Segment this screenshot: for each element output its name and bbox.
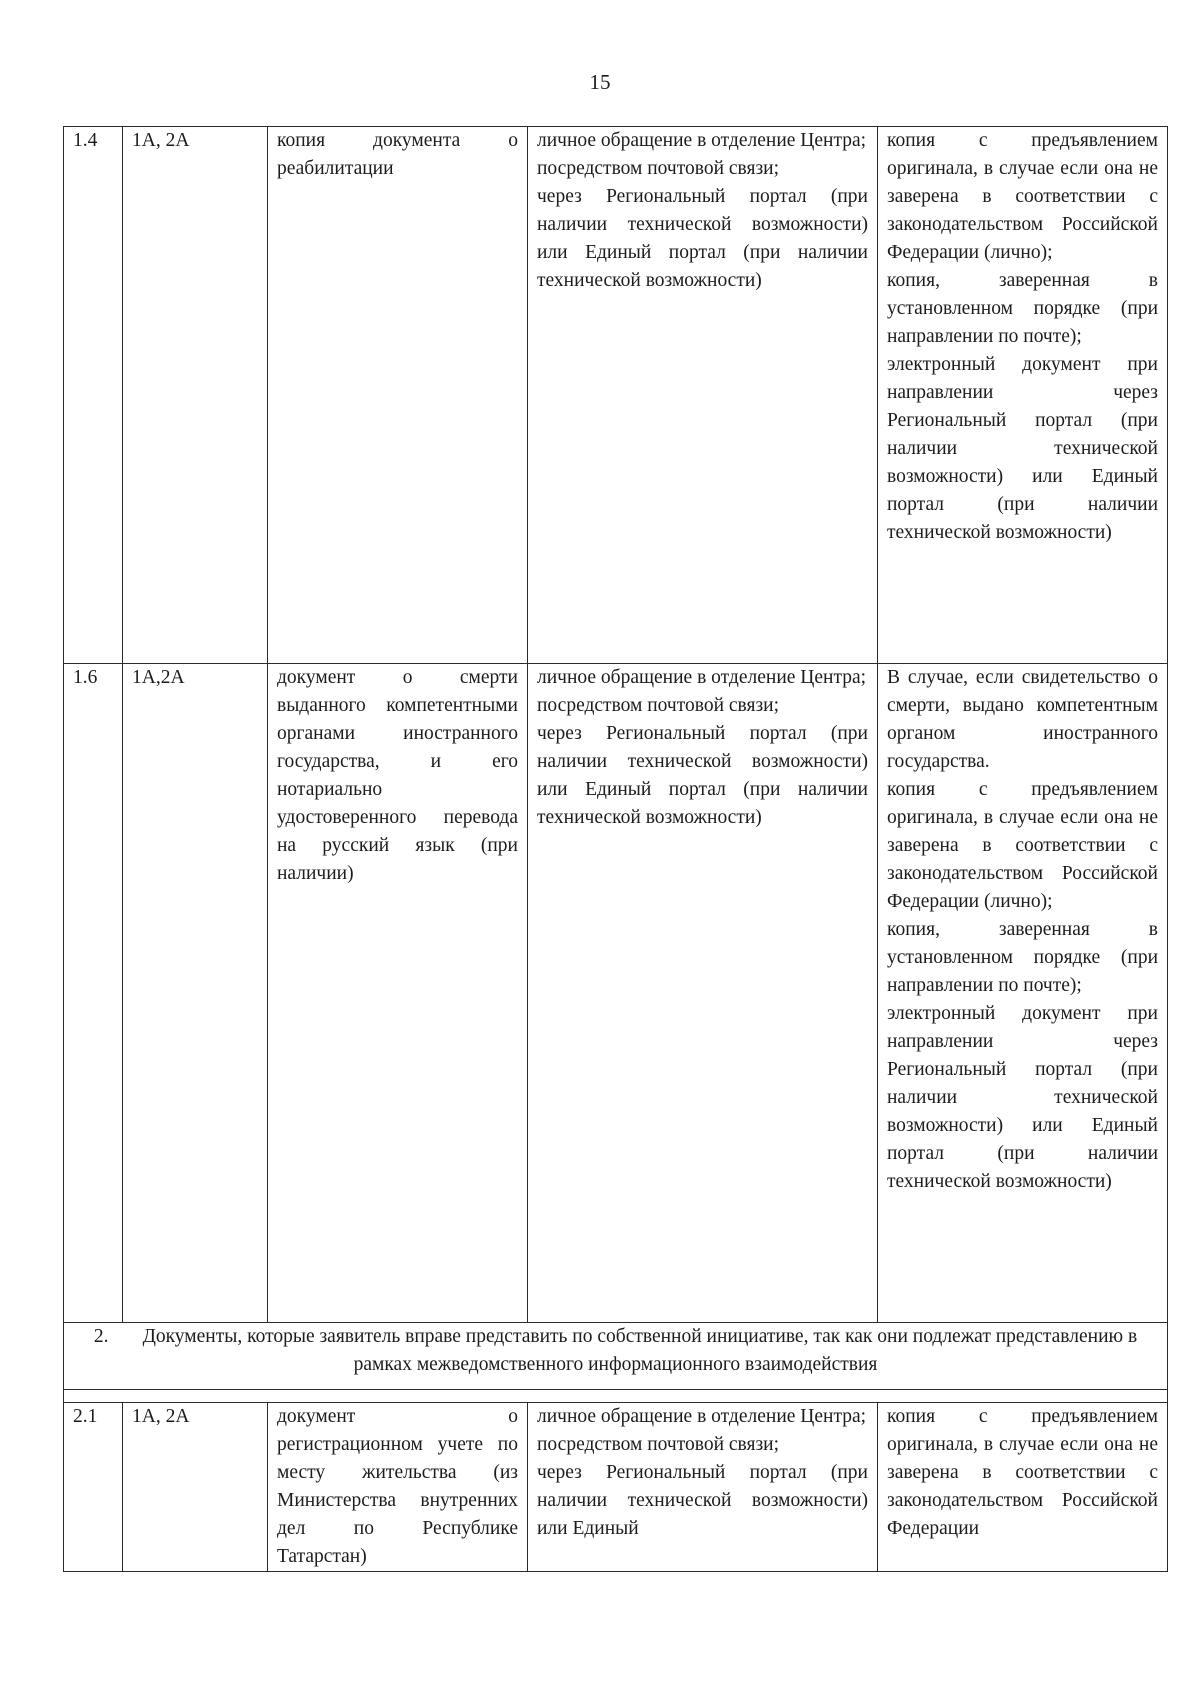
row-form — [878, 127, 1168, 664]
row-document: копия документа о реабилитации — [268, 127, 528, 664]
row-method — [528, 127, 878, 664]
form-line: В случае, если свидетельство о смерти, выдано компетентным органом иностранного государства. — [887, 667, 1158, 772]
row-form — [878, 1403, 1168, 1572]
section-heading — [64, 1323, 1168, 1390]
method-line: посредством почтовой связи; — [537, 1434, 780, 1455]
table-row — [64, 1403, 1168, 1572]
row-form — [878, 664, 1168, 1323]
method-line: через Региональный портал (при наличии технической возможности) или Единый портал (при наличии технической возможности) — [537, 723, 868, 828]
method-line: через Региональный портал (при наличии технической возможности) или Единый — [537, 1462, 868, 1539]
method-line: посредством почтовой связи; — [537, 158, 780, 179]
method-line: личное обращение в отделение Центра; — [537, 1406, 867, 1427]
row-category: 1А, 2А — [123, 1403, 268, 1572]
section-row — [64, 1323, 1168, 1390]
spacer-cell — [64, 1390, 1168, 1403]
form-line: копия с предъявлением оригинала, в случае если она не заверена в соответствии с законодательством Российской Федерации (лично); — [887, 130, 1158, 263]
form-line: копия с предъявлением оригинала, в случае если она не заверена в соответствии с законодательством Российской Федерации (лично); — [887, 779, 1158, 912]
row-document: документ о смерти выданного компетентными органами иностранного государства, и его нотариально удостоверенного перевода на русский язык (при наличии) — [268, 664, 528, 1323]
table-row — [64, 127, 1168, 664]
row-document: документ о регистрационном учете по месту жительства (из Министерства внутренних дел по Республике Татарстан) — [268, 1403, 528, 1572]
method-line: личное обращение в отделение Центра; — [537, 130, 867, 151]
row-number: 2.1 — [64, 1403, 123, 1572]
row-number: 1.4 — [64, 127, 123, 664]
table-row — [64, 664, 1168, 1323]
row-number: 1.6 — [64, 664, 123, 1323]
row-method — [528, 1403, 878, 1572]
documents-table — [63, 126, 1168, 1572]
form-line: электронный документ при направлении через Региональный портал (при наличии технической возможности) или Единый портал (при наличии технической возможности) — [887, 354, 1158, 543]
form-line: копия с предъявлением оригинала, в случае если она не заверена в соответствии с законодательством Российской Федерации — [887, 1406, 1158, 1539]
page-number: 15 — [589, 70, 611, 94]
section-number: 2. — [93, 1326, 109, 1347]
form-line: копия, заверенная в установленном порядке (при направлении по почте); — [887, 919, 1158, 996]
form-line: копия, заверенная в установленном порядке (при направлении по почте); — [887, 270, 1158, 347]
method-line: личное обращение в отделение Центра; — [537, 667, 867, 688]
form-line: электронный документ при направлении через Региональный портал (при наличии технической возможности) или Единый портал (при наличии технической возможности) — [887, 1003, 1158, 1192]
method-line: через Региональный портал (при наличии технической возможности) или Единый портал (при наличии технической возможности) — [537, 186, 868, 291]
section-title: Документы, которые заявитель вправе представить по собственной инициативе, так как они подлежат представлению в рамках межведомственного информационного взаимодействия — [142, 1326, 1138, 1375]
row-method — [528, 664, 878, 1323]
spacer-row — [64, 1390, 1168, 1403]
method-line: посредством почтовой связи; — [537, 695, 780, 716]
row-category: 1А, 2А — [123, 127, 268, 664]
row-category: 1А,2А — [123, 664, 268, 1323]
